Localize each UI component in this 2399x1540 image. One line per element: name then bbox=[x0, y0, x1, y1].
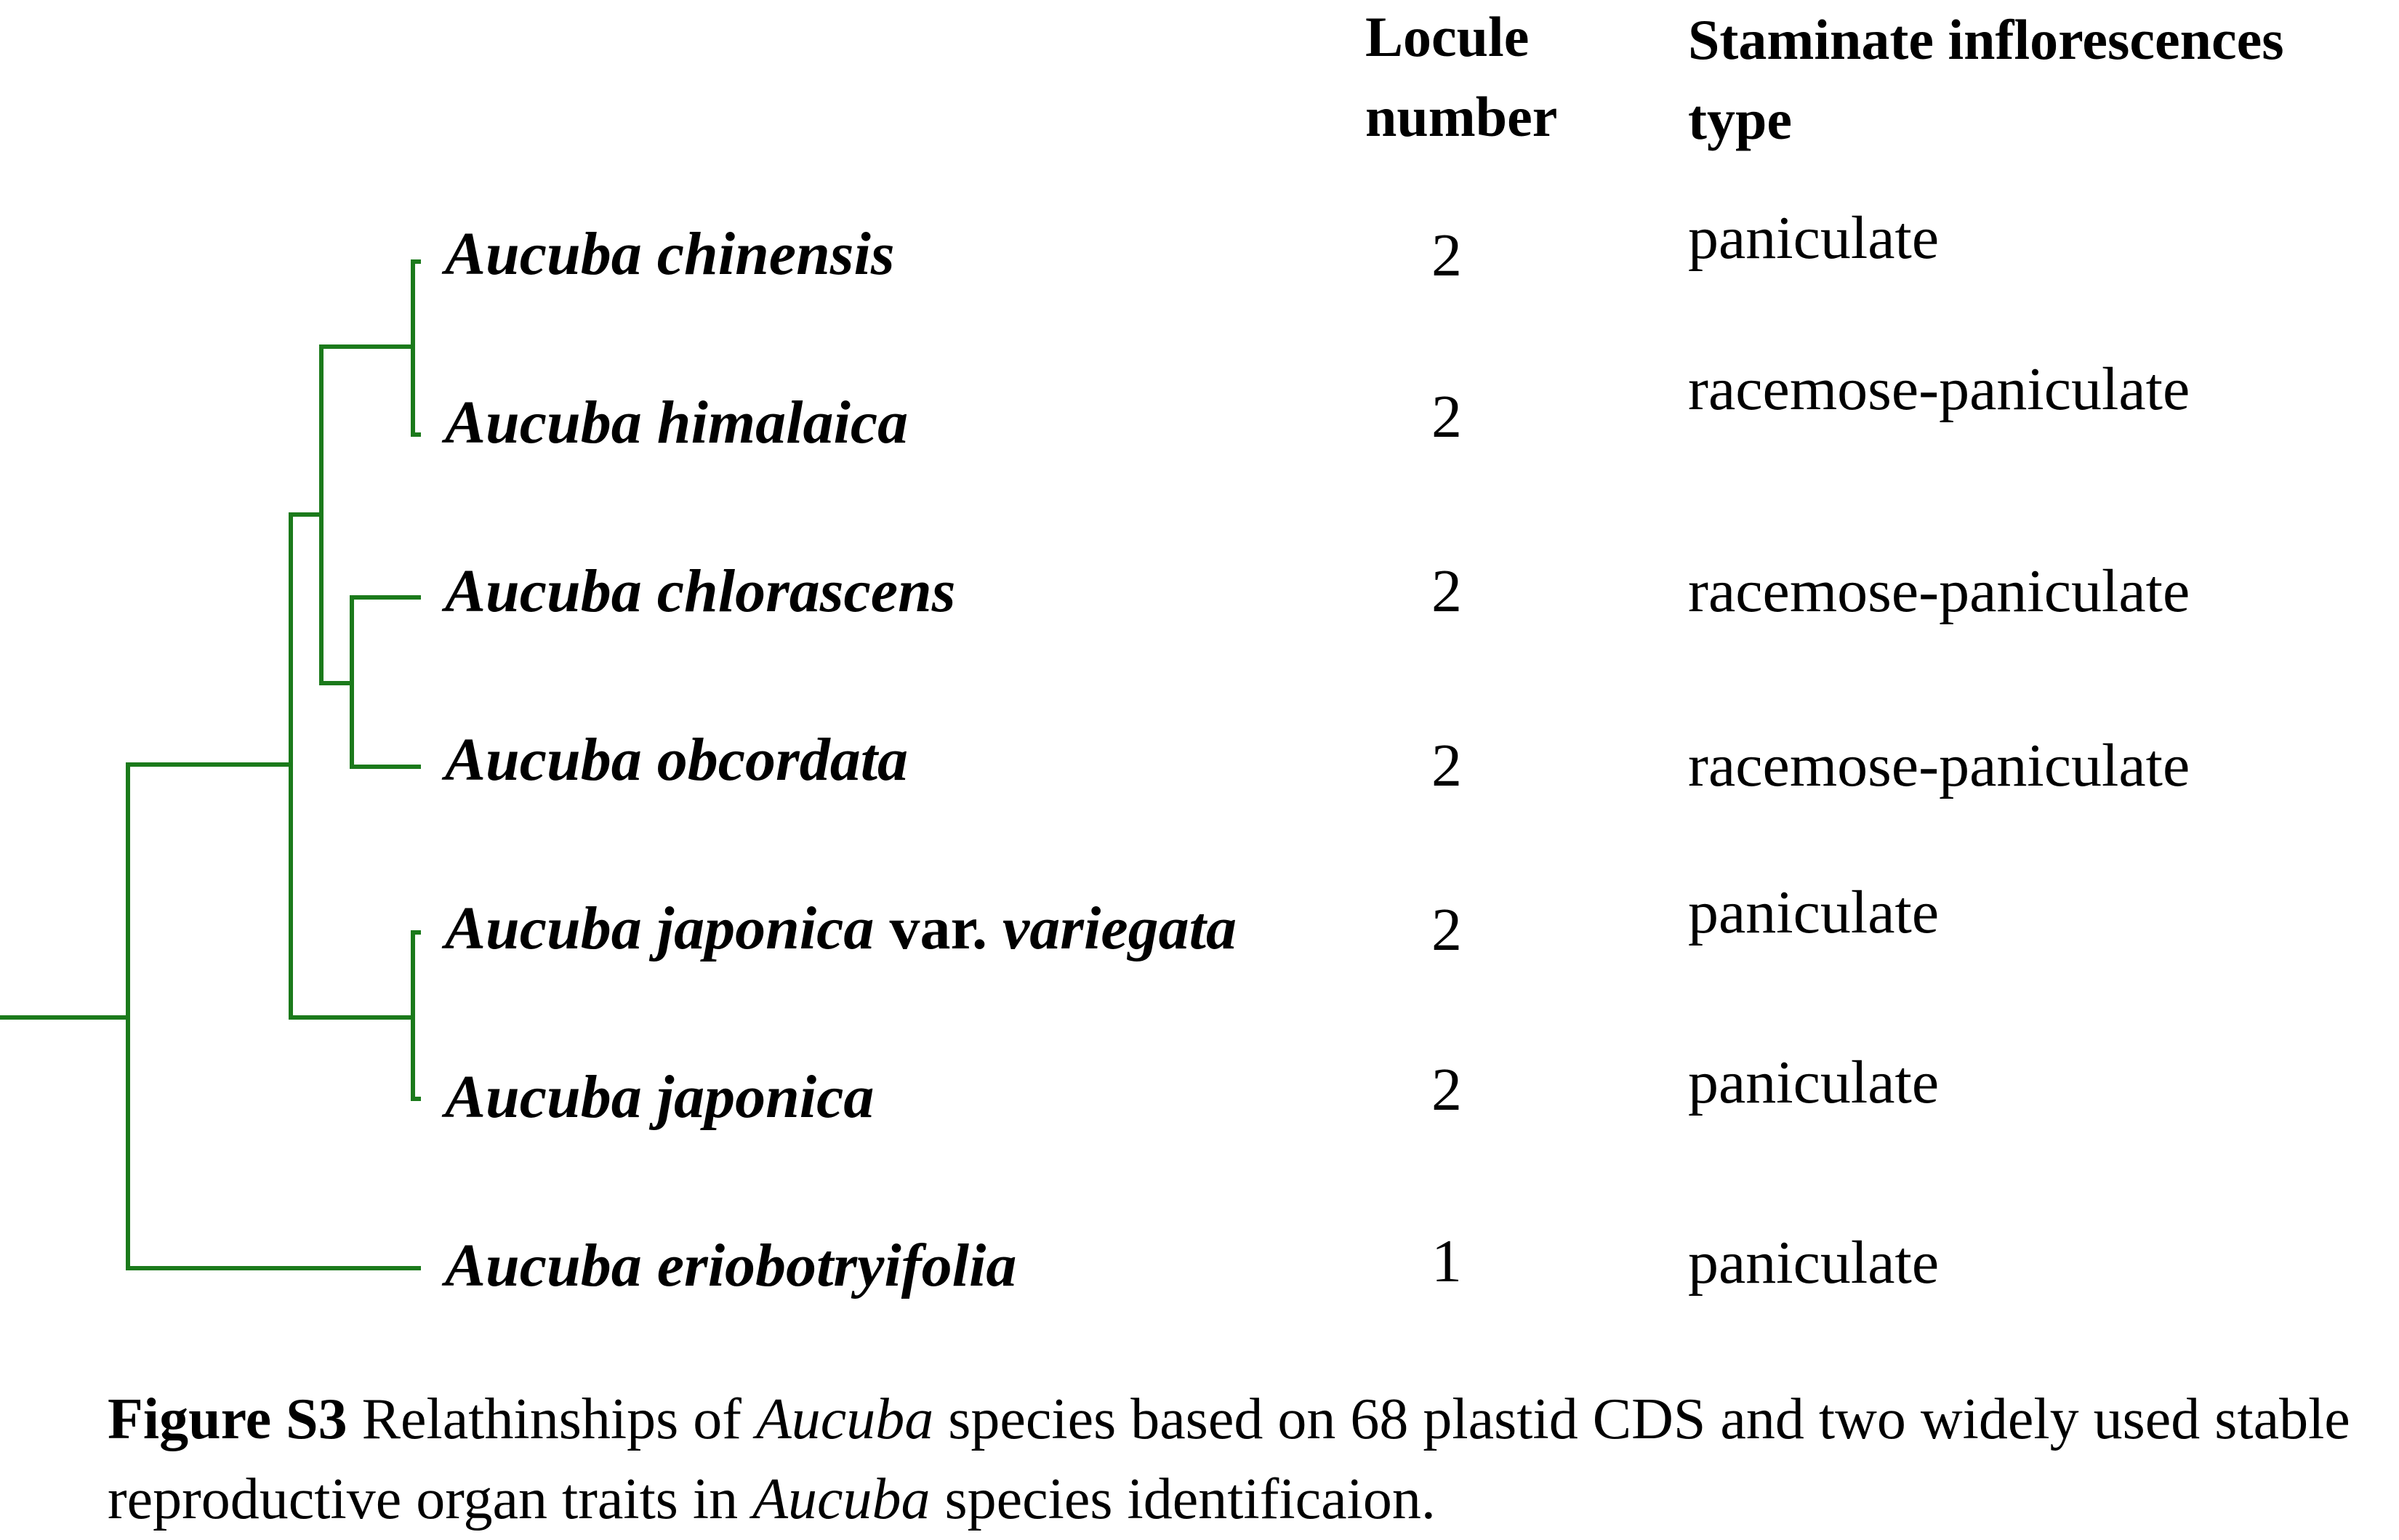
header-infl-line1: Staminate inflorescences bbox=[1688, 8, 2284, 71]
locule-number-value: 2 bbox=[1431, 222, 1462, 289]
figure-caption: Figure S3 Relathinships of Aucuba species based on 68 plastid CDS and two widely used stable reproductive organ traits in Aucuba species identificaion. bbox=[108, 1387, 2350, 1531]
header-inflorescence-type bbox=[1688, 0, 2284, 160]
taxon-name-part: chinensis bbox=[656, 220, 895, 288]
locule-number-value: 2 bbox=[1431, 896, 1462, 964]
taxon-name-part: var. bbox=[889, 895, 988, 962]
locule-number-value: 2 bbox=[1431, 557, 1462, 625]
taxon-name-part: obcordata bbox=[656, 726, 909, 794]
taxon-name-part: Aucuba bbox=[445, 1232, 642, 1299]
header-locule-number bbox=[1365, 0, 1557, 157]
inflorescence-type-value: racemose-paniculate bbox=[1688, 732, 2190, 799]
taxon-name-part: Aucuba bbox=[445, 1063, 642, 1131]
taxon-name-part: japonica bbox=[656, 1063, 875, 1131]
header-locule-line1: Locule bbox=[1365, 5, 1530, 68]
inflorescence-type-value: racemose-paniculate bbox=[1688, 557, 2190, 625]
taxon-name bbox=[445, 892, 1237, 965]
taxon-name-part: japonica bbox=[656, 895, 875, 962]
inflorescence-type-value: racemose-paniculate bbox=[1688, 355, 2190, 423]
taxon-name bbox=[445, 724, 908, 797]
inflorescence-type-value: paniculate bbox=[1688, 204, 1940, 272]
locule-number-value: 1 bbox=[1431, 1227, 1462, 1295]
taxon-name bbox=[445, 1061, 874, 1134]
inflorescence-type-value: paniculate bbox=[1688, 1049, 1940, 1116]
taxon-name bbox=[445, 218, 895, 291]
locule-number-value: 2 bbox=[1431, 1056, 1462, 1124]
taxon-name-part: variegata bbox=[1002, 895, 1237, 962]
taxon-name bbox=[445, 1230, 1016, 1302]
locule-number-value: 2 bbox=[1431, 383, 1462, 451]
header-infl-line2: type bbox=[1688, 88, 1792, 151]
taxon-name-part: himalaica bbox=[656, 389, 909, 456]
inflorescence-type-value: paniculate bbox=[1688, 1229, 1940, 1297]
taxon-name-part: eriobotryifolia bbox=[656, 1232, 1017, 1299]
taxon-name bbox=[445, 387, 908, 459]
taxon-name-part: Aucuba bbox=[445, 220, 642, 288]
caption-label: Figure S3 bbox=[108, 1387, 347, 1451]
taxon-name bbox=[445, 555, 955, 628]
taxon-name-part: chlorascens bbox=[656, 557, 956, 625]
taxon-name-part: Aucuba bbox=[445, 389, 642, 456]
locule-number-value: 2 bbox=[1431, 732, 1462, 799]
header-locule-line2: number bbox=[1365, 85, 1558, 148]
inflorescence-type-value: paniculate bbox=[1688, 879, 1940, 946]
taxon-name-part: Aucuba bbox=[445, 895, 642, 962]
taxon-name-part: Aucuba bbox=[445, 557, 642, 625]
taxon-name-part: Aucuba bbox=[445, 726, 642, 794]
